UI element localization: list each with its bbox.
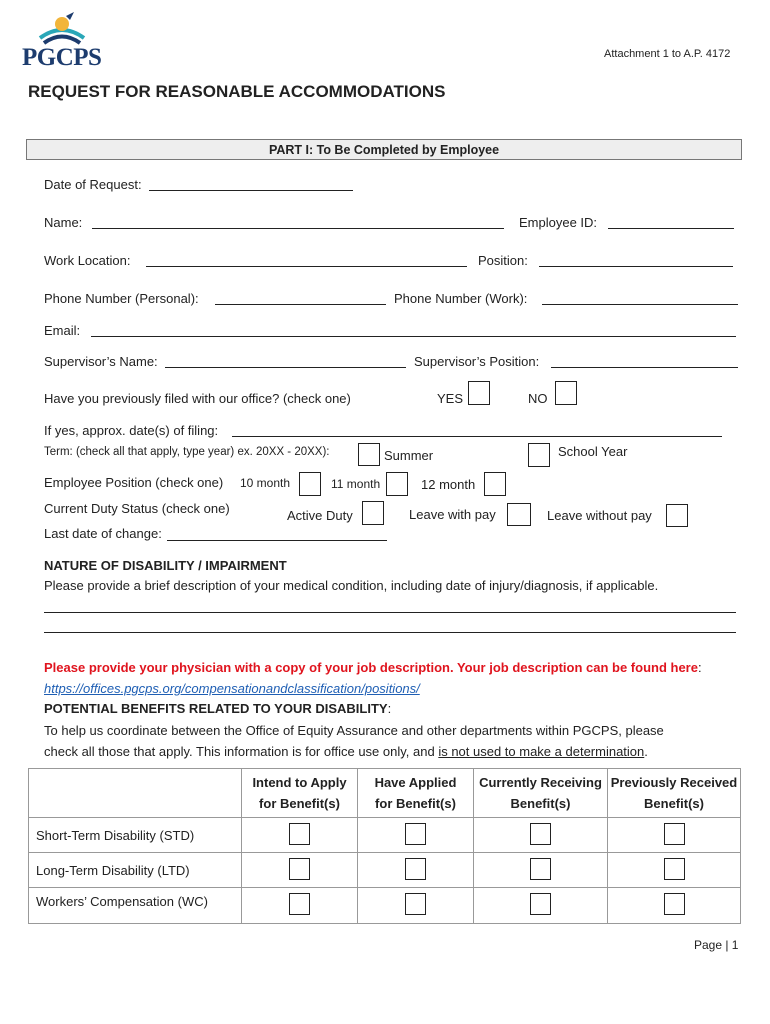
- benefits-header-row: [29, 769, 741, 818]
- phone-personal-label: Phone Number (Personal):: [44, 291, 199, 306]
- table-row: [29, 853, 741, 888]
- attachment-label: Attachment 1 to A.P. 4172: [604, 48, 731, 60]
- part1-heading-bar: [26, 139, 742, 160]
- job-description-link[interactable]: https://offices.pgcps.org/compensationandclassification/positions/: [44, 681, 420, 696]
- dates-of-filing-label: If yes, approx. date(s) of filing:: [44, 423, 219, 438]
- cell: [242, 818, 358, 853]
- supervisor-name-label: Supervisor’s Name:: [44, 354, 158, 369]
- summer-checkbox[interactable]: [358, 443, 380, 466]
- leave-without-pay-checkbox[interactable]: [666, 504, 688, 527]
- benefits-para-line-2-end: .: [644, 744, 648, 759]
- benefits-para-line-2: [44, 744, 648, 759]
- employee-position-label: Employee Position (check one): [44, 475, 224, 490]
- employee-id-field[interactable]: [608, 228, 734, 229]
- cell: [474, 853, 608, 888]
- yes-checkbox[interactable]: [468, 381, 490, 405]
- physician-notice-text: Please provide your physician with a copy of your job description. Your job description can be found here: [44, 660, 698, 675]
- ltd-applied-checkbox[interactable]: [405, 858, 426, 880]
- ten-month-label: 10 month: [240, 476, 291, 490]
- position-label: Position:: [478, 253, 528, 268]
- position-field[interactable]: [539, 266, 733, 267]
- name-label: Name:: [44, 215, 83, 230]
- col-header-line: for Benefit(s): [375, 796, 456, 811]
- benefits-para-line-2-underlined: is not used to make a determination: [438, 744, 645, 759]
- benefits-heading: [44, 701, 391, 716]
- col-currently-receiving: [474, 769, 608, 818]
- benefits-para-line-2-start: check all those that apply. This information is for office use only, and: [44, 744, 439, 759]
- physician-notice: [44, 660, 702, 675]
- term-label: Term: (check all that apply, type year) ex. 20XX - 20XX):: [44, 446, 330, 458]
- school-year-checkbox[interactable]: [528, 443, 550, 467]
- col-header-line: Benefit(s): [510, 796, 571, 811]
- page-title: REQUEST FOR REASONABLE ACCOMMODATIONS: [28, 82, 446, 101]
- table-row: [29, 818, 741, 853]
- cell: [608, 853, 741, 888]
- previously-filed-label: Have you previously filed with our office? (check one): [44, 391, 351, 406]
- col-header-line: Intend to Apply: [252, 775, 347, 790]
- eleven-month-label: 11 month: [331, 477, 381, 491]
- benefits-header-empty: [29, 769, 242, 818]
- date-of-request-field[interactable]: [149, 190, 353, 191]
- benefits-para-line-1: To help us coordinate between the Office of Equity Assurance and other departments within PGCPS, please: [44, 723, 664, 738]
- ltd-intend-checkbox[interactable]: [289, 858, 310, 880]
- summer-label: Summer: [384, 448, 434, 463]
- no-label: NO: [528, 391, 548, 406]
- col-header-line: for Benefit(s): [259, 796, 340, 811]
- supervisor-position-field[interactable]: [551, 367, 738, 368]
- benefits-heading-text: POTENTIAL BENEFITS RELATED TO YOUR DISABILITY: [44, 701, 388, 716]
- work-location-field[interactable]: [146, 266, 467, 267]
- email-field[interactable]: [91, 336, 736, 337]
- pgcps-logo: [22, 8, 102, 76]
- disability-instructions: Please provide a brief description of your medical condition, including date of injury/diagnosis, if applicable.: [44, 578, 659, 593]
- benefits-heading-colon: :: [387, 701, 392, 716]
- col-have-applied: [358, 769, 474, 818]
- supervisor-name-field[interactable]: [165, 367, 406, 368]
- cell: [242, 853, 358, 888]
- twelve-month-checkbox[interactable]: [484, 472, 506, 496]
- twelve-month-label: 12 month: [421, 477, 476, 492]
- phone-work-field[interactable]: [542, 304, 738, 305]
- wc-receiving-checkbox[interactable]: [530, 893, 551, 915]
- active-duty-checkbox[interactable]: [362, 501, 384, 525]
- no-checkbox[interactable]: [555, 381, 577, 405]
- cell: [358, 888, 474, 924]
- ltd-received-checkbox[interactable]: [664, 858, 685, 880]
- cell: [608, 888, 741, 924]
- eleven-month-checkbox[interactable]: [386, 472, 408, 496]
- phone-work-label: Phone Number (Work):: [394, 291, 528, 306]
- disability-description-line-2[interactable]: [44, 632, 736, 633]
- date-of-request-label: Date of Request:: [44, 177, 142, 192]
- wc-intend-checkbox[interactable]: [289, 893, 310, 915]
- col-header-line: Previously Received: [610, 775, 738, 790]
- cell: [358, 853, 474, 888]
- duty-status-label: Current Duty Status (check one): [44, 501, 230, 516]
- col-header-line: Have Applied: [374, 775, 457, 790]
- leave-with-pay-checkbox[interactable]: [507, 503, 531, 526]
- phone-personal-field[interactable]: [215, 304, 386, 305]
- col-intend-to-apply: [242, 769, 358, 818]
- employee-id-label: Employee ID:: [519, 215, 598, 230]
- col-header-line: Benefit(s): [644, 796, 704, 811]
- cell: [474, 818, 608, 853]
- school-year-label: School Year: [558, 444, 628, 459]
- wc-received-checkbox[interactable]: [664, 893, 685, 915]
- dates-of-filing-field[interactable]: [232, 436, 722, 437]
- std-received-checkbox[interactable]: [664, 823, 685, 845]
- page-number: Page | 1: [694, 938, 739, 952]
- name-field[interactable]: [92, 228, 504, 229]
- logo-mark-icon: [22, 8, 102, 48]
- cell: [242, 888, 358, 924]
- ltd-receiving-checkbox[interactable]: [530, 858, 551, 880]
- disability-heading: NATURE OF DISABILITY / IMPAIRMENT: [44, 558, 287, 573]
- leave-with-pay-label: Leave with pay: [409, 507, 496, 522]
- row-label: Long-Term Disability (LTD): [29, 853, 242, 888]
- std-receiving-checkbox[interactable]: [530, 823, 551, 845]
- leave-without-pay-label: Leave without pay: [547, 508, 652, 523]
- col-header-line: Currently Receiving: [479, 775, 602, 790]
- last-date-change-field[interactable]: [167, 540, 387, 541]
- table-row: [29, 888, 741, 924]
- cell: [358, 818, 474, 853]
- cell: [608, 818, 741, 853]
- physician-notice-colon: :: [697, 660, 702, 675]
- col-previously-received: [608, 769, 741, 818]
- part1-heading: PART I: To Be Completed by Employee: [268, 143, 500, 157]
- disability-description-line-1[interactable]: [44, 612, 736, 613]
- cell: [474, 888, 608, 924]
- last-date-change-label: Last date of change:: [44, 526, 162, 541]
- std-intend-checkbox[interactable]: [289, 823, 310, 845]
- row-label: Workers’ Compensation (WC): [29, 888, 242, 924]
- benefits-table: [28, 768, 741, 924]
- row-label: Short-Term Disability (STD): [29, 818, 242, 853]
- logo-text: PGCPS: [22, 44, 102, 71]
- std-applied-checkbox[interactable]: [405, 823, 426, 845]
- yes-label: YES: [437, 391, 464, 406]
- wc-applied-checkbox[interactable]: [405, 893, 426, 915]
- work-location-label: Work Location:: [44, 253, 131, 268]
- active-duty-label: Active Duty: [287, 508, 353, 523]
- ten-month-checkbox[interactable]: [299, 472, 321, 496]
- email-label: Email:: [44, 323, 81, 338]
- supervisor-position-label: Supervisor’s Position:: [414, 354, 540, 369]
